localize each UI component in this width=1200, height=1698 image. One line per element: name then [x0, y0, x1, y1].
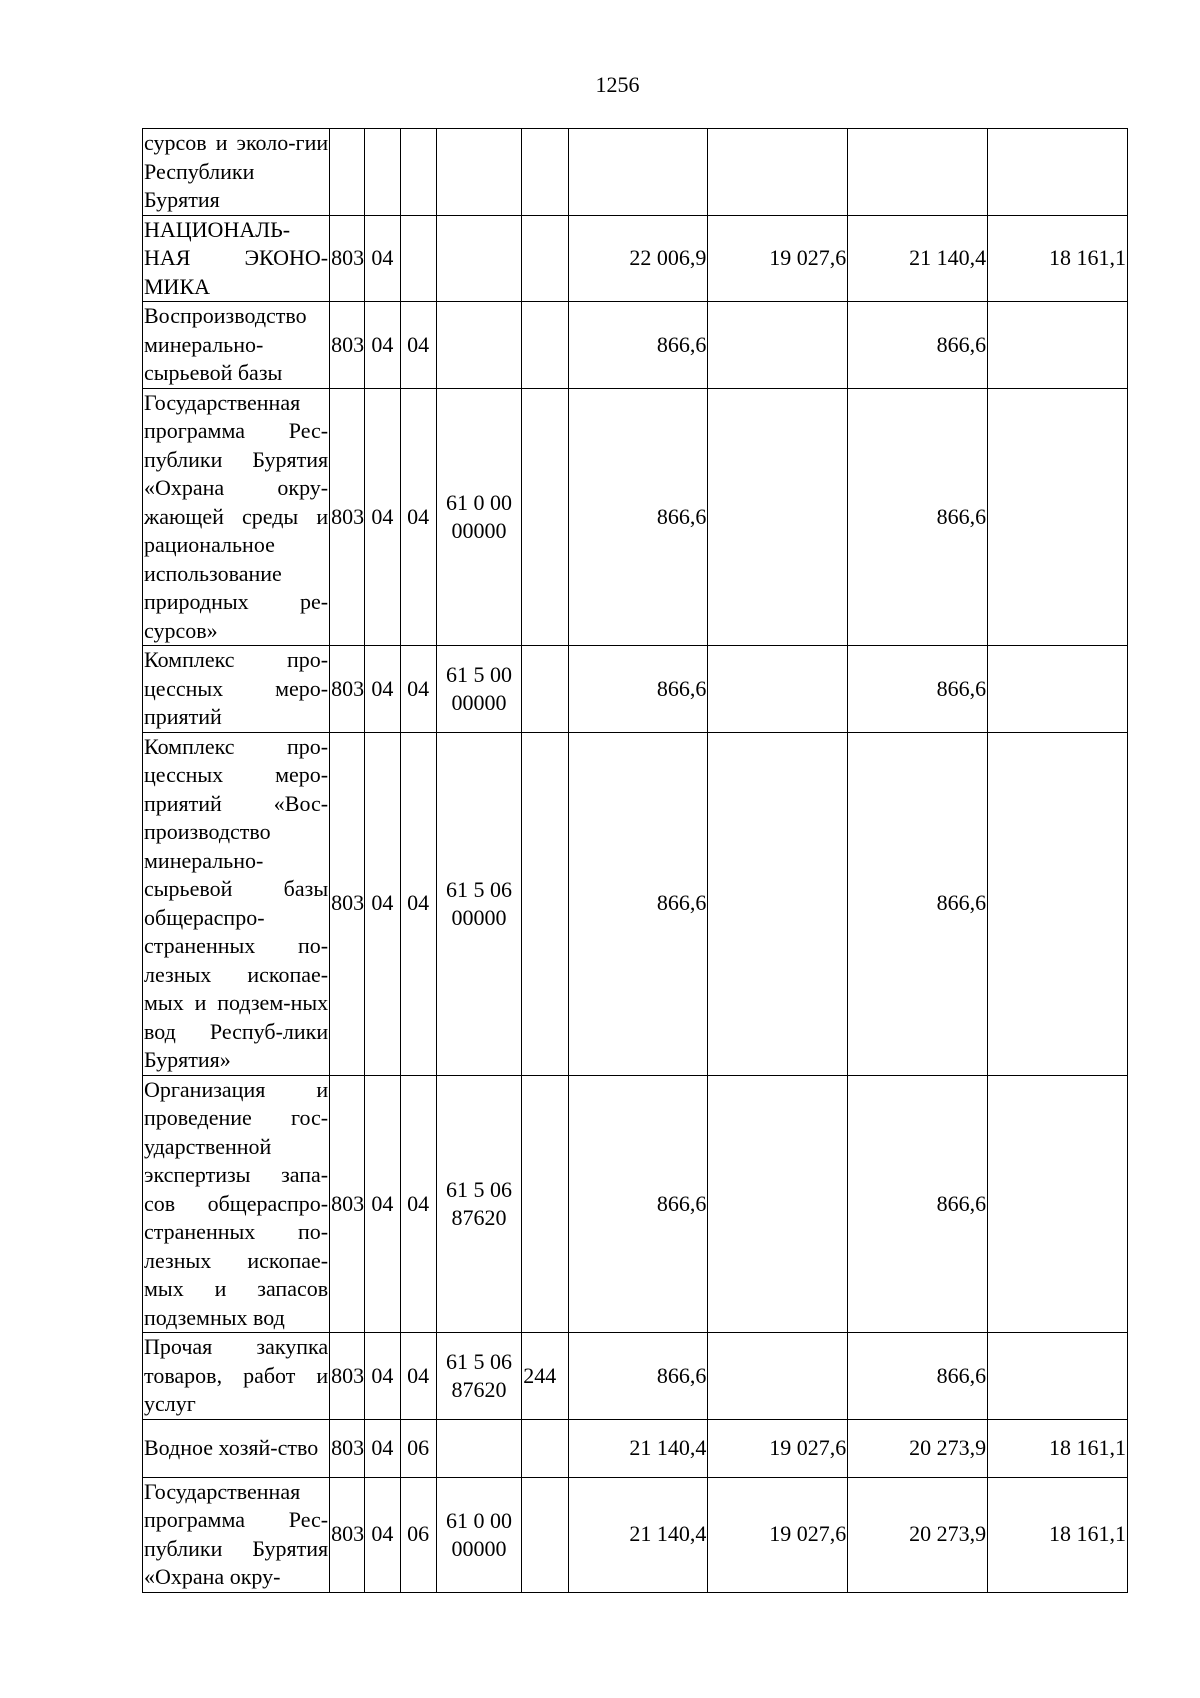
amount-col-1-cell: 866,6	[568, 732, 708, 1075]
subsection-code-cell: 06	[400, 1477, 436, 1592]
amount-col-4-cell: 18 161,1	[988, 1419, 1128, 1477]
target-article-cell	[436, 129, 522, 216]
row-name-cell: НАЦИОНАЛЬ-НАЯ ЭКОНО-МИКА	[143, 215, 330, 302]
table-row	[143, 646, 1128, 733]
amount-col-1-cell: 866,6	[568, 302, 708, 389]
amount-col-3-cell: 20 273,9	[848, 1477, 988, 1592]
table-row	[143, 215, 1128, 302]
amount-col-1-cell: 22 006,9	[568, 215, 708, 302]
page-number: 1256	[595, 72, 640, 97]
amount-col-3-cell: 866,6	[848, 1333, 988, 1420]
expense-type-cell	[522, 215, 568, 302]
amount-col-4-cell	[988, 388, 1128, 646]
amount-col-3-cell: 21 140,4	[848, 215, 988, 302]
amount-col-1-cell: 866,6	[568, 646, 708, 733]
section-code-cell: 04	[365, 1333, 400, 1420]
row-name-cell: Государственная программа Рес-публики Бурятия «Охрана окру-	[143, 1477, 330, 1592]
section-code-cell: 04	[365, 215, 400, 302]
table-row	[143, 1333, 1128, 1420]
subsection-code-cell	[400, 129, 436, 216]
amount-col-4-cell	[988, 732, 1128, 1075]
amount-col-1-cell	[568, 129, 708, 216]
table-row	[143, 732, 1128, 1075]
table-row	[143, 302, 1128, 389]
amount-col-4-cell: 18 161,1	[988, 1477, 1128, 1592]
section-code-cell: 04	[365, 732, 400, 1075]
amount-col-2-cell: 19 027,6	[708, 1477, 848, 1592]
ved-code-cell: 803	[330, 302, 365, 389]
target-article-cell: 61 0 00 00000	[436, 388, 522, 646]
target-article-cell	[436, 1419, 522, 1477]
section-code-cell: 04	[365, 302, 400, 389]
subsection-code-cell: 04	[400, 1075, 436, 1333]
table-row	[143, 1419, 1128, 1477]
section-code-cell: 04	[365, 388, 400, 646]
section-code-cell: 04	[365, 1075, 400, 1333]
amount-col-2-cell	[708, 1075, 848, 1333]
ved-code-cell: 803	[330, 1333, 365, 1420]
expense-type-cell	[522, 1075, 568, 1333]
amount-col-3-cell: 866,6	[848, 732, 988, 1075]
amount-col-1-cell: 866,6	[568, 388, 708, 646]
amount-col-2-cell	[708, 302, 848, 389]
target-article-cell: 61 5 00 00000	[436, 646, 522, 733]
amount-col-4-cell	[988, 302, 1128, 389]
row-name-cell: Прочая закупка товаров, работ и услуг	[143, 1333, 330, 1420]
row-name-cell: Комплекс про-цессных меро-приятий «Вос-производство минерально-сырьевой базы общераспро-страненных по-лезных ископае-мых и подзем-ных вод Респуб-лики Бурятия»	[143, 732, 330, 1075]
amount-col-4-cell	[988, 1333, 1128, 1420]
target-article-cell: 61 5 06 87620	[436, 1075, 522, 1333]
target-article-cell: 61 5 06 00000	[436, 732, 522, 1075]
ved-code-cell: 803	[330, 388, 365, 646]
row-name-cell: сурсов и эколо-гии Республики Бурятия	[143, 129, 330, 216]
subsection-code-cell: 04	[400, 388, 436, 646]
subsection-code-cell: 04	[400, 302, 436, 389]
ved-code-cell: 803	[330, 215, 365, 302]
ved-code-cell: 803	[330, 732, 365, 1075]
amount-col-1-cell: 21 140,4	[568, 1477, 708, 1592]
amount-col-2-cell	[708, 388, 848, 646]
amount-col-2-cell	[708, 732, 848, 1075]
amount-col-3-cell: 866,6	[848, 1075, 988, 1333]
amount-col-4-cell	[988, 646, 1128, 733]
expense-type-cell	[522, 1419, 568, 1477]
amount-col-1-cell: 21 140,4	[568, 1419, 708, 1477]
expense-type-cell: 244	[522, 1333, 568, 1420]
section-code-cell: 04	[365, 1477, 400, 1592]
expense-type-cell	[522, 302, 568, 389]
ved-code-cell: 803	[330, 646, 365, 733]
ved-code-cell: 803	[330, 1075, 365, 1333]
table-row	[143, 129, 1128, 216]
subsection-code-cell	[400, 215, 436, 302]
table-body	[143, 129, 1128, 1593]
amount-col-2-cell: 19 027,6	[708, 1419, 848, 1477]
row-name-cell: Воспроизводство минерально-сырьевой базы	[143, 302, 330, 389]
expense-type-cell	[522, 129, 568, 216]
subsection-code-cell: 06	[400, 1419, 436, 1477]
table-row	[143, 1075, 1128, 1333]
amount-col-1-cell: 866,6	[568, 1075, 708, 1333]
ved-code-cell: 803	[330, 1477, 365, 1592]
amount-col-4-cell	[988, 129, 1128, 216]
row-name-cell: Водное хозяй-ство	[143, 1419, 330, 1477]
expense-type-cell	[522, 388, 568, 646]
amount-col-3-cell: 866,6	[848, 388, 988, 646]
amount-col-2-cell	[708, 129, 848, 216]
amount-col-1-cell: 866,6	[568, 1333, 708, 1420]
amount-col-4-cell: 18 161,1	[988, 215, 1128, 302]
amount-col-2-cell: 19 027,6	[708, 215, 848, 302]
subsection-code-cell: 04	[400, 1333, 436, 1420]
ved-code-cell	[330, 129, 365, 216]
target-article-cell	[436, 215, 522, 302]
row-name-cell: Государственная программа Рес-публики Бурятия «Охрана окру-жающей среды и рациональное использование природных ре-сурсов»	[143, 388, 330, 646]
expense-type-cell	[522, 1477, 568, 1592]
amount-col-3-cell: 866,6	[848, 646, 988, 733]
target-article-cell: 61 5 06 87620	[436, 1333, 522, 1420]
target-article-cell: 61 0 00 00000	[436, 1477, 522, 1592]
table-row	[143, 1477, 1128, 1592]
amount-col-4-cell	[988, 1075, 1128, 1333]
expense-type-cell	[522, 646, 568, 733]
expense-type-cell	[522, 732, 568, 1075]
section-code-cell: 04	[365, 646, 400, 733]
section-code-cell: 04	[365, 1419, 400, 1477]
target-article-cell	[436, 302, 522, 389]
amount-col-3-cell	[848, 129, 988, 216]
section-code-cell	[365, 129, 400, 216]
subsection-code-cell: 04	[400, 646, 436, 733]
budget-table	[142, 128, 1128, 1593]
row-name-cell: Комплекс про-цессных меро-приятий	[143, 646, 330, 733]
amount-col-3-cell: 20 273,9	[848, 1419, 988, 1477]
amount-col-3-cell: 866,6	[848, 302, 988, 389]
row-name-cell: Организация и проведение гос-ударственной экспертизы запа-сов общераспро-страненных по-лезных ископае-мых и запасов подземных вод	[143, 1075, 330, 1333]
ved-code-cell: 803	[330, 1419, 365, 1477]
amount-col-2-cell	[708, 1333, 848, 1420]
amount-col-2-cell	[708, 646, 848, 733]
table-row	[143, 388, 1128, 646]
subsection-code-cell: 04	[400, 732, 436, 1075]
